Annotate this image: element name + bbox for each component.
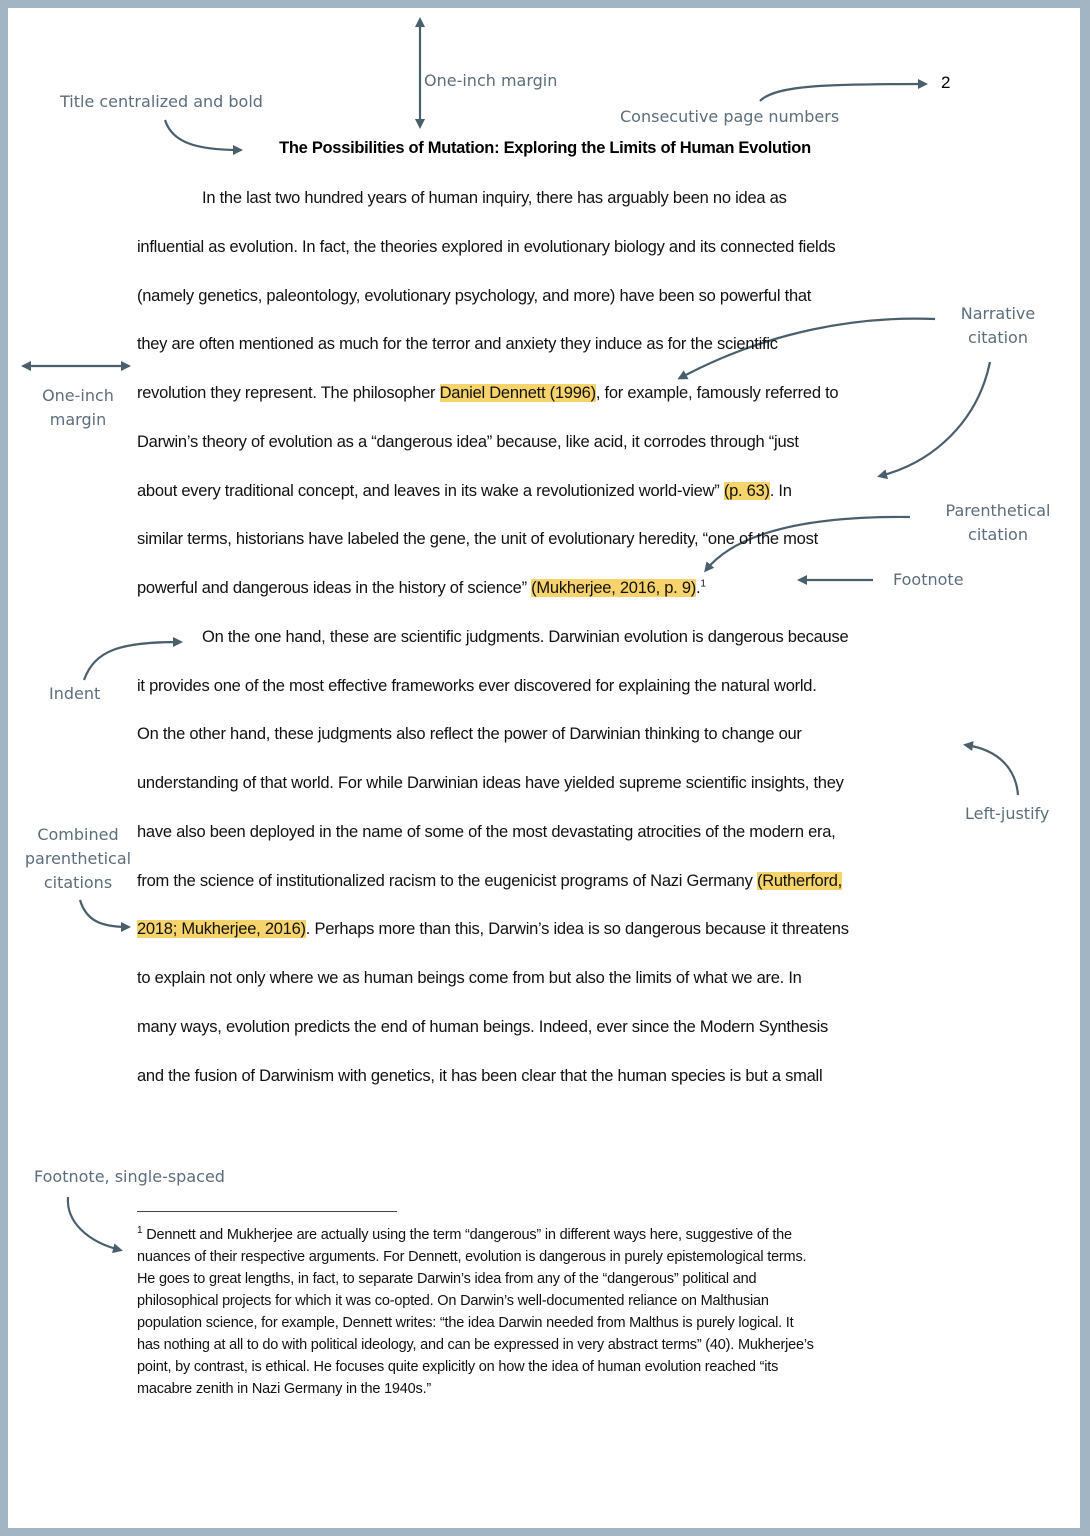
body-text-segment: about every traditional concept, and leaves in its wake a revolutionized world-view”	[137, 481, 724, 500]
body-line	[137, 675, 817, 697]
footnote-line: nuances of their respective arguments. For Dennett, evolution is dangerous in purely epistemological terms.	[137, 1249, 807, 1265]
body-line	[137, 1016, 828, 1038]
annotation-top-margin: One-inch margin	[424, 71, 558, 90]
annotation-side-margin	[28, 384, 128, 432]
annotation-line: parenthetical	[24, 849, 132, 868]
highlighted-citation: (p. 63)	[723, 481, 770, 500]
body-line	[137, 821, 836, 843]
footnote-line: Dennett and Mukherjee are actually using the term “dangerous” in different ways here, suggestive of the	[142, 1227, 792, 1243]
body-line	[137, 480, 792, 502]
footnote-line: point, by contrast, is ethical. He focuses quite explicitly on how the idea of human evolution reached “its	[137, 1359, 779, 1375]
body-text-segment: . In	[769, 481, 792, 500]
body-line	[137, 870, 842, 892]
annotation-line: Parenthetical	[945, 501, 1051, 520]
body-line	[137, 772, 844, 794]
body-line	[137, 918, 849, 940]
body-text-segment: to explain not only where we as human beings come from but also the limits of what we are. In	[137, 969, 802, 987]
body-text-segment: they are often mentioned as much for the terror and anxiety they induce as for the scientific	[137, 335, 778, 354]
annotation-narrative-citation	[948, 302, 1048, 350]
annotation-footnote-spacing: Footnote, single-spaced	[34, 1167, 225, 1186]
page-number: 2	[941, 73, 951, 92]
annotation-line: citations	[43, 873, 113, 892]
body-line	[137, 723, 802, 745]
highlighted-citation: 2018; Mukherjee, 2016)	[137, 920, 306, 939]
body-line	[137, 577, 706, 599]
annotation-parenthetical-citation	[932, 499, 1064, 547]
body-text-segment: have also been deployed in the name of some of the most devastating atrocities of the modern era,	[137, 822, 836, 841]
annotation-combined-citations	[14, 823, 142, 895]
highlighted-citation: Daniel Dennett (1996)	[439, 384, 596, 402]
body-text-segment: In the last two hundred years of human inquiry, there has arguably been no idea as	[202, 189, 787, 207]
annotation-line: margin	[49, 410, 107, 429]
body-text-segment: , for example, famously referred to	[595, 384, 839, 402]
left-justify-arrow-icon	[966, 745, 1018, 795]
body-text-segment: from the science of institutionalized racism to the eugenicist programs of Nazi Germany	[137, 871, 757, 890]
footnote	[137, 1224, 967, 1400]
annotation-line: citation	[968, 525, 1028, 544]
footnote-marker: 1	[137, 1225, 143, 1237]
body-text-segment: understanding of that world. For while Darwinian ideas have yielded supreme scientific insights, they	[137, 774, 844, 792]
body-line	[137, 285, 811, 307]
body-text-segment: On the other hand, these judgments also reflect the power of Darwinian thinking to change our	[137, 725, 802, 744]
body-text-segment: .	[696, 579, 701, 597]
annotation-indent: Indent	[49, 684, 101, 703]
body-line	[137, 382, 838, 404]
annotation-line: Combined	[37, 825, 119, 844]
annotation-line: Narrative	[960, 304, 1036, 323]
body-line	[137, 333, 778, 355]
narrative-citation-arrow-2-icon	[880, 362, 990, 476]
body-text-segment: (namely genetics, paleontology, evolutionary psychology, and more) have been so powerful that	[137, 286, 812, 305]
body-text-segment: and the fusion of Darwinism with genetics, it has been clear that the human species is but a small	[137, 1066, 823, 1085]
paper-title: The Possibilities of Mutation: Exploring the Limits of Human Evolution	[279, 139, 811, 157]
body-text-segment: . Perhaps more than this, Darwin’s idea is so dangerous because it threatens	[305, 920, 849, 939]
body-line	[202, 626, 848, 648]
body-text-segment: powerful and dangerous ideas in the history of science”	[137, 579, 532, 597]
footnote-line: population science, for example, Dennett writes: “the idea Darwin needed from Malthus is purely logical. It	[137, 1315, 794, 1331]
annotation-page-numbers: Consecutive page numbers	[620, 107, 840, 126]
footnote-line: has nothing at all to do with political ideology, and can be expressed in very abstract terms” (40). Mukherjee’s	[137, 1337, 814, 1353]
body-line	[202, 187, 787, 209]
annotation-left-justify: Left-justify	[965, 804, 1050, 823]
footnote-spacing-arrow-icon	[68, 1197, 120, 1250]
body-line	[137, 431, 799, 453]
annotation-footnote: Footnote	[893, 570, 964, 589]
body-text-segment: influential as evolution. In fact, the theories explored in evolutionary biology and its connected fields	[137, 237, 836, 256]
body-text-segment: On the one hand, these are scientific judgments. Darwinian evolution is dangerous because	[202, 627, 849, 646]
body-line	[137, 528, 818, 550]
footnote-line: philosophical projects for which it was co-opted. On Darwin’s well-documented reliance on Malthusian	[137, 1293, 769, 1309]
footnote-separator	[137, 1211, 397, 1212]
annotation-title: Title centralized and bold	[60, 92, 263, 111]
body-line	[137, 236, 835, 258]
annotation-line: citation	[968, 328, 1028, 347]
body-line	[137, 1065, 822, 1087]
body-text-segment: many ways, evolution predicts the end of human beings. Indeed, ever since the Modern Synthesis	[137, 1017, 828, 1036]
highlighted-citation: (Mukherjee, 2016, p. 9)	[531, 579, 697, 597]
footnote-reference: 1	[700, 578, 706, 590]
body-text-segment: it provides one of the most effective frameworks ever discovered for explaining the natural world.	[137, 676, 817, 695]
combined-citations-arrow-icon	[80, 900, 128, 927]
page-number-arrow-icon	[760, 84, 925, 101]
body-text-segment: revolution they represent. The philosopher	[137, 384, 440, 402]
body-text-segment: Darwin’s theory of evolution as a “dangerous idea” because, like acid, it corrodes through “just	[137, 432, 799, 451]
body-text-segment: similar terms, historians have labeled the gene, the unit of evolutionary heredity, “one of the most	[137, 530, 818, 549]
body-line	[137, 967, 802, 989]
footnote-line: macabre zenith in Nazi Germany in the 1940s.”	[137, 1381, 432, 1397]
highlighted-citation: (Rutherford,	[756, 871, 842, 890]
footnote-line: He goes to great lengths, in fact, to separate Darwin’s idea from any of the “dangerous” political and	[137, 1271, 757, 1287]
annotation-line: One-inch	[42, 386, 114, 405]
